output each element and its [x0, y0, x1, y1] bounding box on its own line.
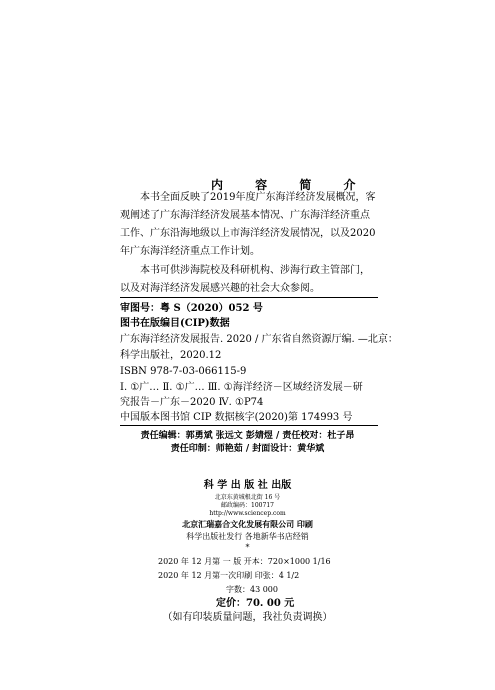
publisher-website: http://www.sciencep.com [209, 510, 286, 517]
intro-title: 内 容 简 介 [211, 178, 370, 192]
separator-star: * [245, 543, 250, 552]
credits-line-1: 责任编辑：郭勇斌 张远文 彭婧煜 / 责任校对：杜子昂 [140, 431, 355, 441]
quality-notice: （如有印装质量问题，我社负责调换） [162, 612, 333, 623]
cip-line-2: 科学出版社，2020.12 [120, 350, 222, 361]
edition-info: 2020 年 12 月第 一 版 开本：720×1000 1/16 [158, 557, 331, 566]
cip-line-3: Ⅰ. ①广… Ⅱ. ①广… Ⅲ. ①海洋经济－区域经济发展－研 [120, 382, 363, 393]
credits-line-2: 责任印制：师艳茹 / 封面设计：黄华斌 [170, 444, 325, 454]
publisher-name: 科 学 出 版 社 出版 [203, 480, 292, 491]
word-count: 字数：43 000 [226, 585, 278, 594]
cip-isbn: ISBN 978-7-03-066115-9 [120, 366, 247, 377]
cip-header: 图书在版编目(CIP)数据 [120, 318, 230, 329]
divider-top [120, 297, 378, 298]
divider-bottom [120, 425, 378, 426]
printer: 北京汇瑞嘉合文化发展有限公司 印刷 [182, 519, 313, 529]
publisher-postcode: 邮政编码：100717 [221, 502, 274, 509]
cip-line-4: 究报告－广东－2020 Ⅳ. ①P74 [120, 397, 264, 408]
cip-record-number: 中国版本图书馆 CIP 数据核字(2020)第 174993 号 [120, 412, 353, 423]
publisher-address: 北京东黄城根北街 16 号 [214, 494, 281, 501]
printing-info: 2020 年 12 月第一次印刷 印张：4 1/2 [158, 571, 300, 580]
cip-line-1: 广东海洋经济发展报告. 2020 / 广东省自然资源厅编. —北京： [120, 334, 398, 345]
intro-paragraph-2: 本书可供涉海院校及科研机构、涉海行政主管部门，以及对海洋经济发展感兴趣的社会大众参阅。 [120, 265, 370, 294]
intro-paragraph-1: 本书全面反映了2019年度广东海洋经济发展概况，客观阐述了广东海洋经济发展基本情况、广东海洋经济重点工作、广东沿海地级以上市海洋经济发展情况，以及2020年广东海洋经济重点工作计划。 [120, 192, 376, 257]
map-approval-number: 审图号：粤 S（2020）052 号 [120, 303, 263, 314]
distribution: 科学出版社发行 各地新华书店经销 [186, 532, 309, 541]
price: 定价：70. 00 元 [216, 598, 295, 609]
